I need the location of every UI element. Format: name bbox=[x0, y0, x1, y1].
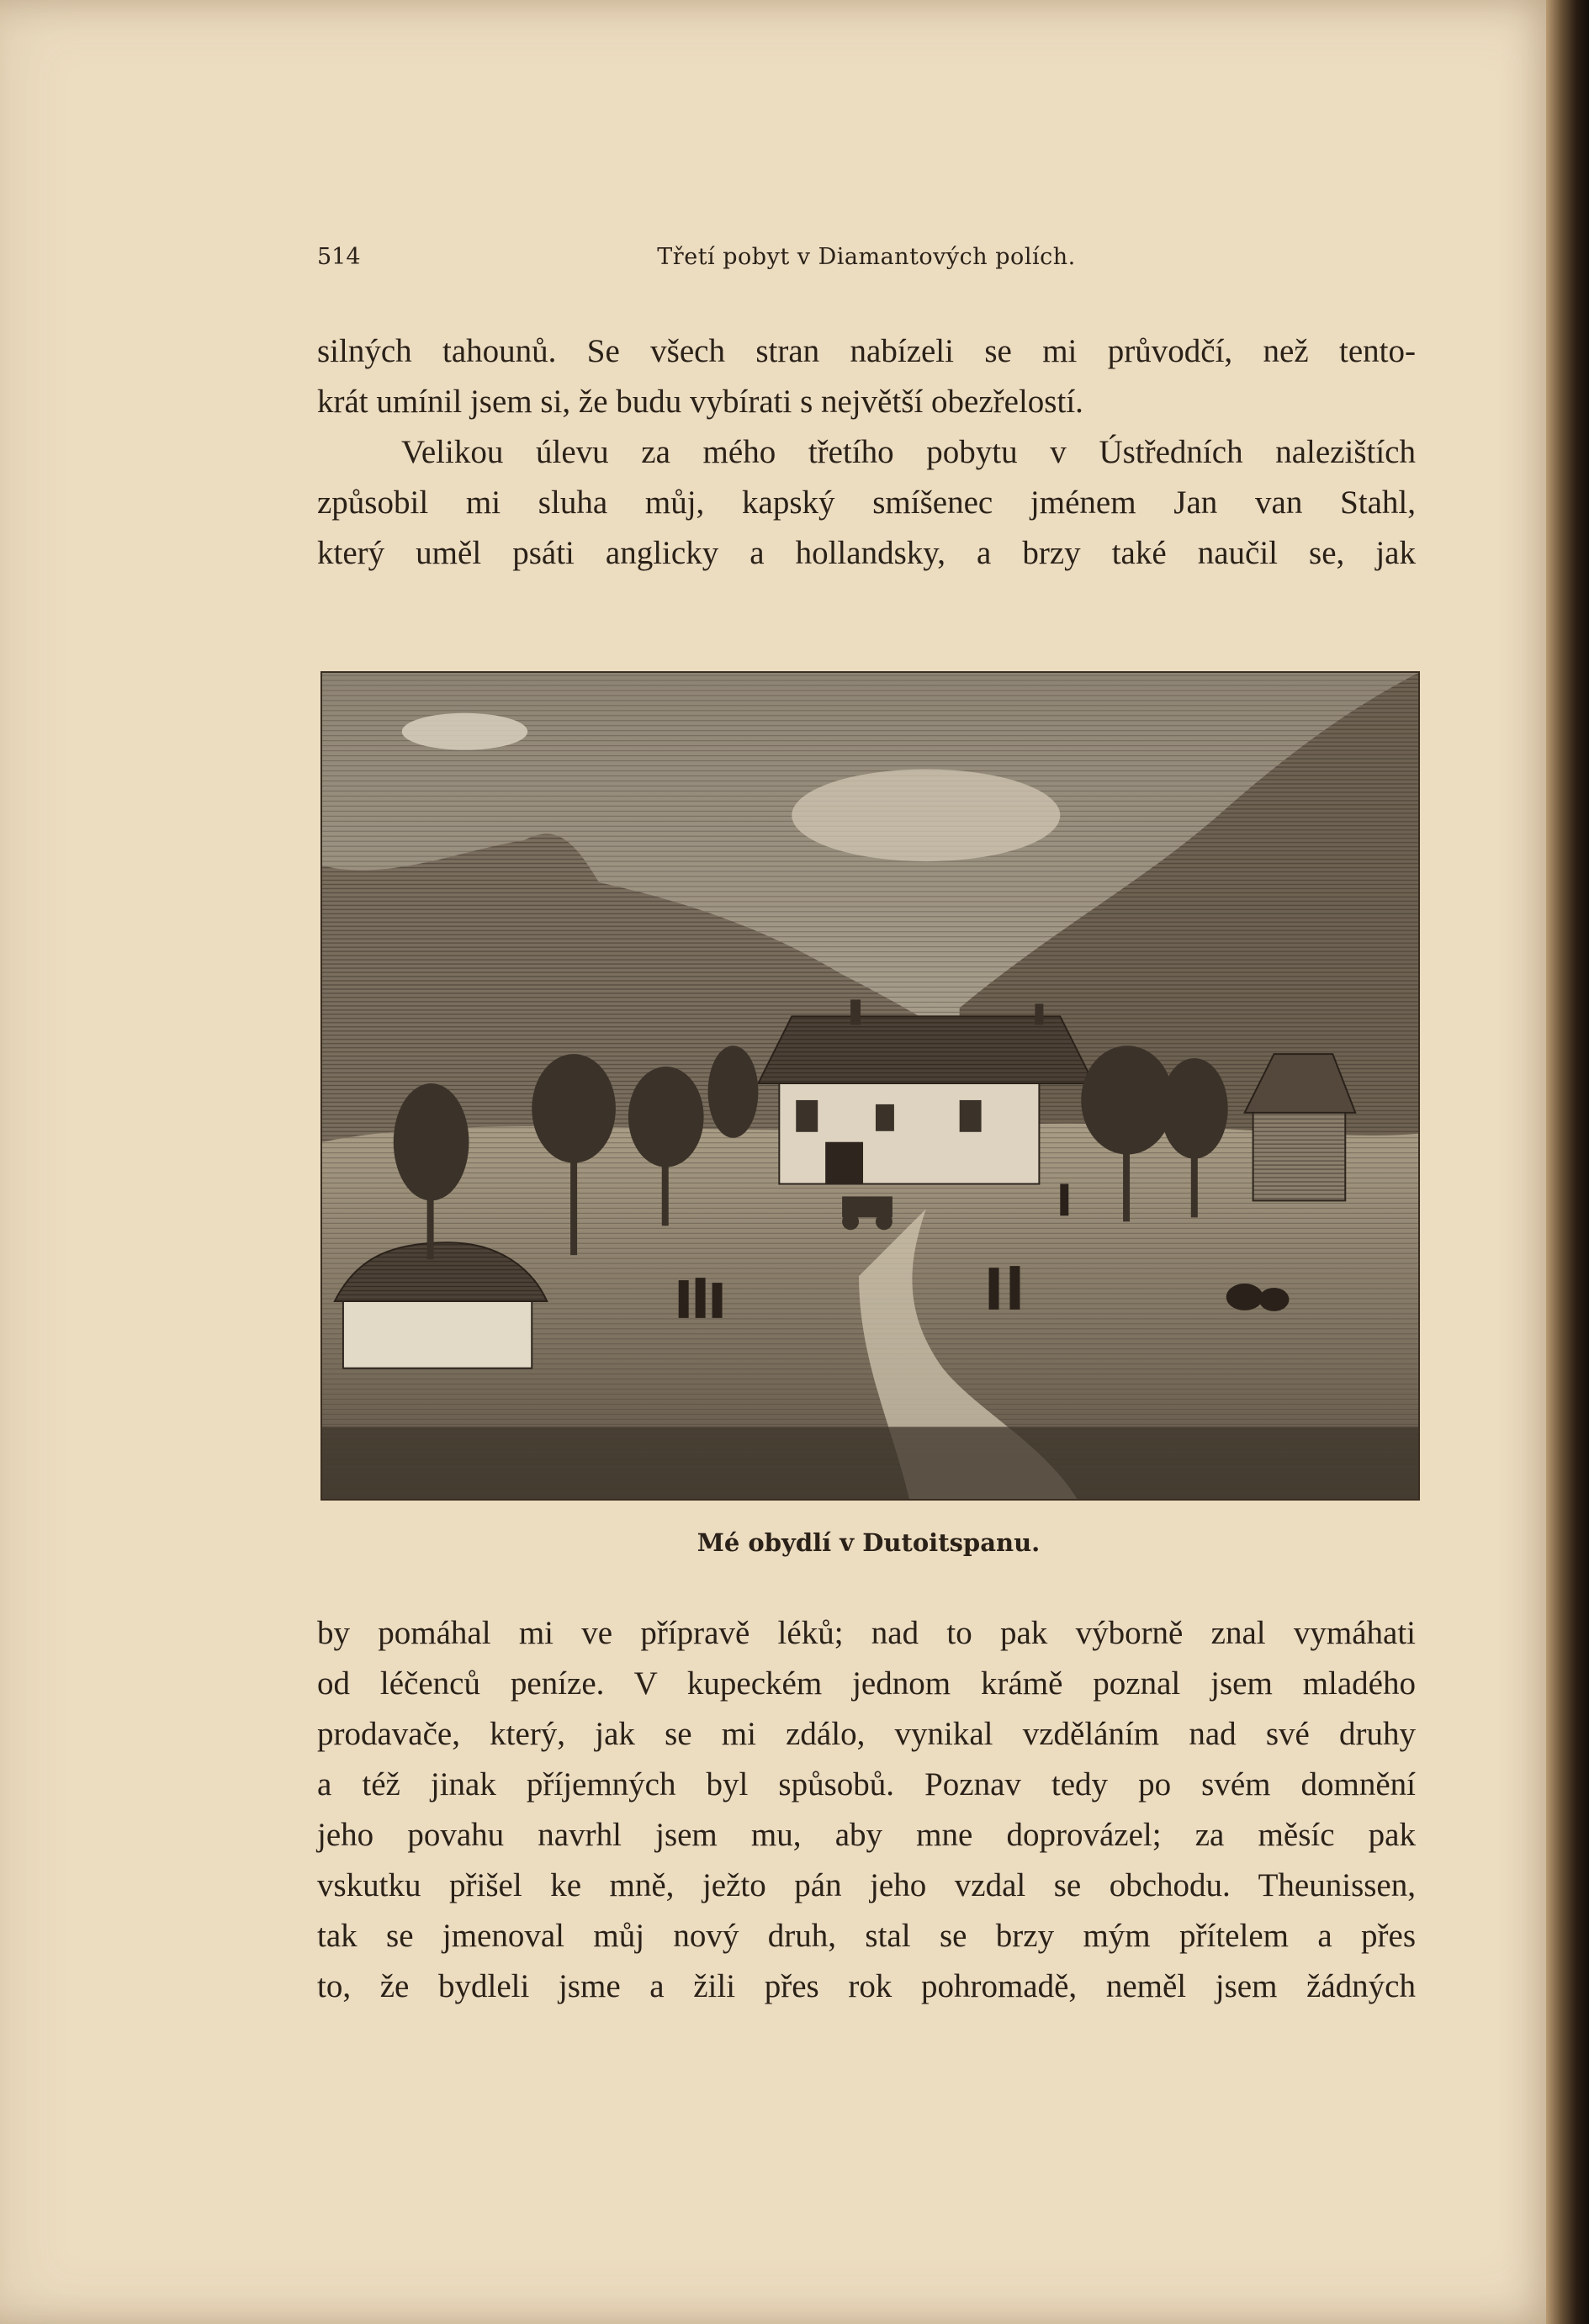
page-header bbox=[317, 244, 1416, 278]
text-line: který uměl psáti anglicky a hollandsky, a brzy také naučil se, jak bbox=[317, 535, 1416, 571]
text-line: krát umínil jsem si, že budu vybírati s největší obezřelostí. bbox=[317, 384, 1083, 420]
text-line: to, že bydleli jsme a žili přes rok pohromadě, neměl jsem žádných bbox=[317, 1968, 1416, 2004]
book-spine-edge bbox=[1546, 0, 1589, 2324]
text-line: jeho povahu navrhl jsem mu, aby mne doprovázel; za měsíc pak bbox=[317, 1817, 1416, 1853]
text-line: by pomáhal mi ve přípravě léků; nad to pak výborně znal vymáhati bbox=[317, 1615, 1416, 1651]
page-number: 514 bbox=[317, 244, 361, 270]
engraving-illustration bbox=[320, 671, 1420, 1501]
text-line: vskutku přišel ke mně, ježto pán jeho vzdal se obchodu. Theunissen, bbox=[317, 1867, 1416, 1903]
text-line: způsobil mi sluha můj, kapský smíšenec jménem Jan van Stahl, bbox=[317, 484, 1416, 521]
paragraph-top bbox=[317, 326, 1416, 579]
running-title: Třetí pobyt v Diamantových polích. bbox=[657, 244, 1076, 270]
paragraph-bottom bbox=[317, 1608, 1416, 2012]
text-line: Velikou úlevu za mého třetího pobytu v Ústředních nalezištích bbox=[401, 434, 1416, 470]
text-line: od léčenců peníze. V kupeckém jednom krámě poznal jsem mladého bbox=[317, 1665, 1416, 1702]
text-line: silných tahounů. Se všech stran nabízeli se mi průvodčí, než tento- bbox=[317, 333, 1416, 369]
engraving-drawing bbox=[322, 673, 1418, 1499]
text-line: tak se jmenoval můj nový druh, stal se brzy mým přítelem a přes bbox=[317, 1918, 1416, 1954]
text-line: a též jinak příjemných byl spůsobů. Poznav tedy po svém domnění bbox=[317, 1766, 1416, 1803]
text-line: prodavače, který, jak se mi zdálo, vynikal vzděláním nad své druhy bbox=[317, 1716, 1416, 1752]
cloud bbox=[792, 770, 1060, 862]
cloud bbox=[402, 713, 528, 750]
foreground bbox=[322, 1427, 1418, 1499]
figure-caption: Mé obydlí v Dutoitspanu. bbox=[697, 1528, 1041, 1557]
